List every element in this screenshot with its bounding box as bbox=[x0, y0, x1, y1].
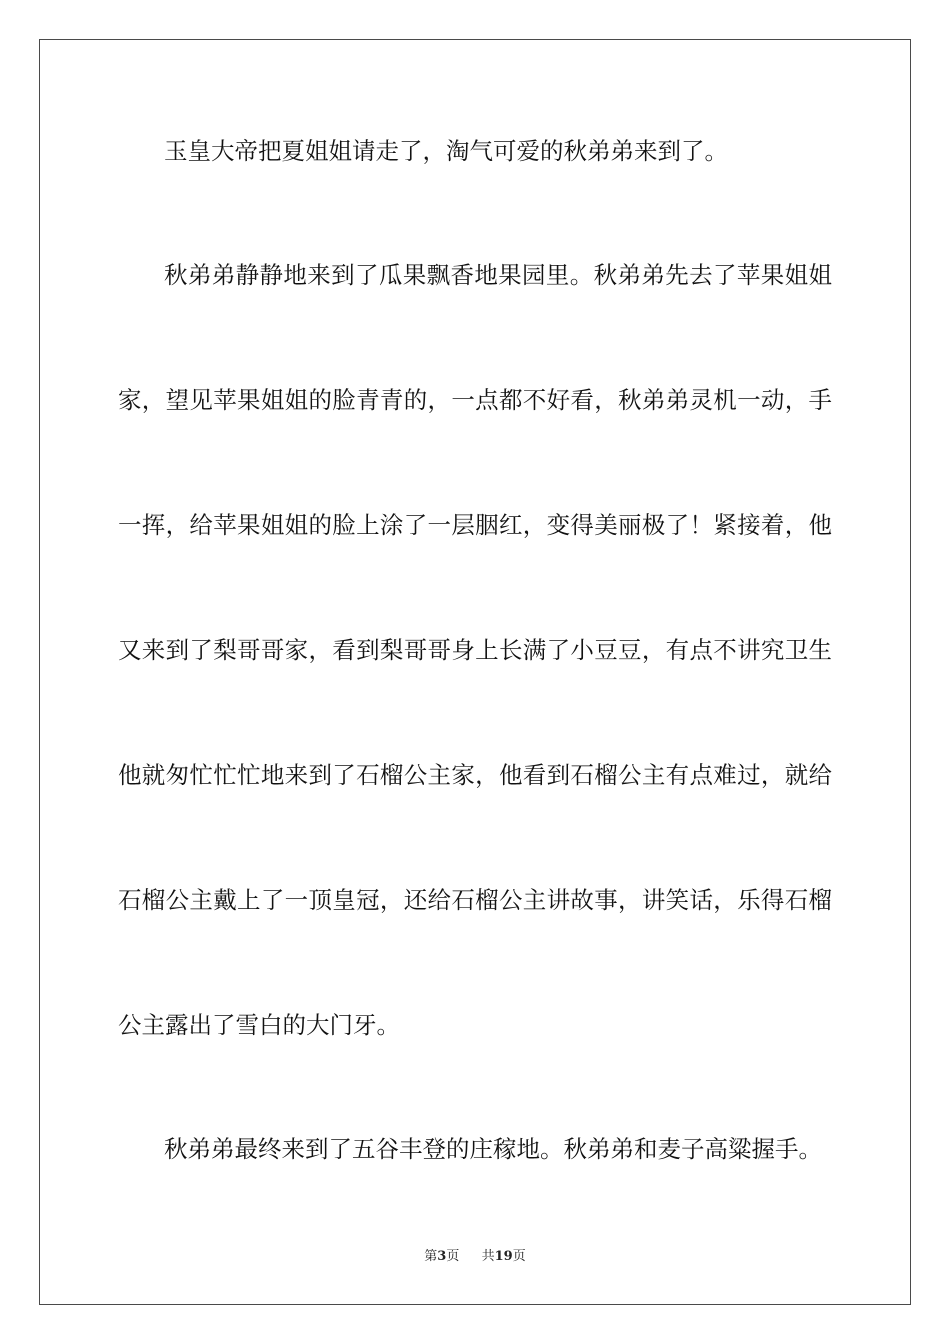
page-number: 3 bbox=[437, 1249, 447, 1264]
total-suffix: 页 bbox=[512, 1249, 526, 1264]
paragraph-3-line-1: 秋弟弟最终来到了五谷丰登的庄稼地。秋弟弟和麦子高粱握手。 bbox=[164, 1135, 822, 1163]
paragraph-2-line-1: 秋弟弟静静地来到了瓜果飘香地果园里。秋弟弟先去了苹果姐姐 bbox=[164, 261, 832, 289]
paragraph-2-line-2: 家，望见苹果姐姐的脸青青的，一点都不好看，秋弟弟灵机一动，手 bbox=[118, 386, 832, 414]
page-prefix: 第 bbox=[424, 1249, 438, 1264]
paragraph-2-line-6: 石榴公主戴上了一顶皇冠，还给石榴公主讲故事，讲笑话，乐得石榴 bbox=[118, 886, 832, 914]
total-prefix: 共 bbox=[481, 1249, 495, 1264]
page-footer bbox=[0, 1248, 950, 1266]
paragraph-2-line-5: 他就匆忙忙忙地来到了石榴公主家，他看到石榴公主有点难过，就给 bbox=[118, 761, 832, 789]
page-border bbox=[39, 39, 911, 1305]
page-suffix: 页 bbox=[446, 1249, 460, 1264]
paragraph-2-line-3: 一挥，给苹果姐姐的脸上涂了一层胭红，变得美丽极了！紧接着，他 bbox=[118, 511, 832, 539]
paragraph-2-line-7: 公主露出了雪白的大门牙。 bbox=[118, 1011, 400, 1039]
total-pages: 19 bbox=[494, 1249, 513, 1264]
paragraph-2-line-4: 又来到了梨哥哥家，看到梨哥哥身上长满了小豆豆，有点不讲究卫生 bbox=[118, 636, 832, 664]
paragraph-1-line-1: 玉皇大帝把夏姐姐请走了，淘气可爱的秋弟弟来到了。 bbox=[164, 137, 728, 165]
